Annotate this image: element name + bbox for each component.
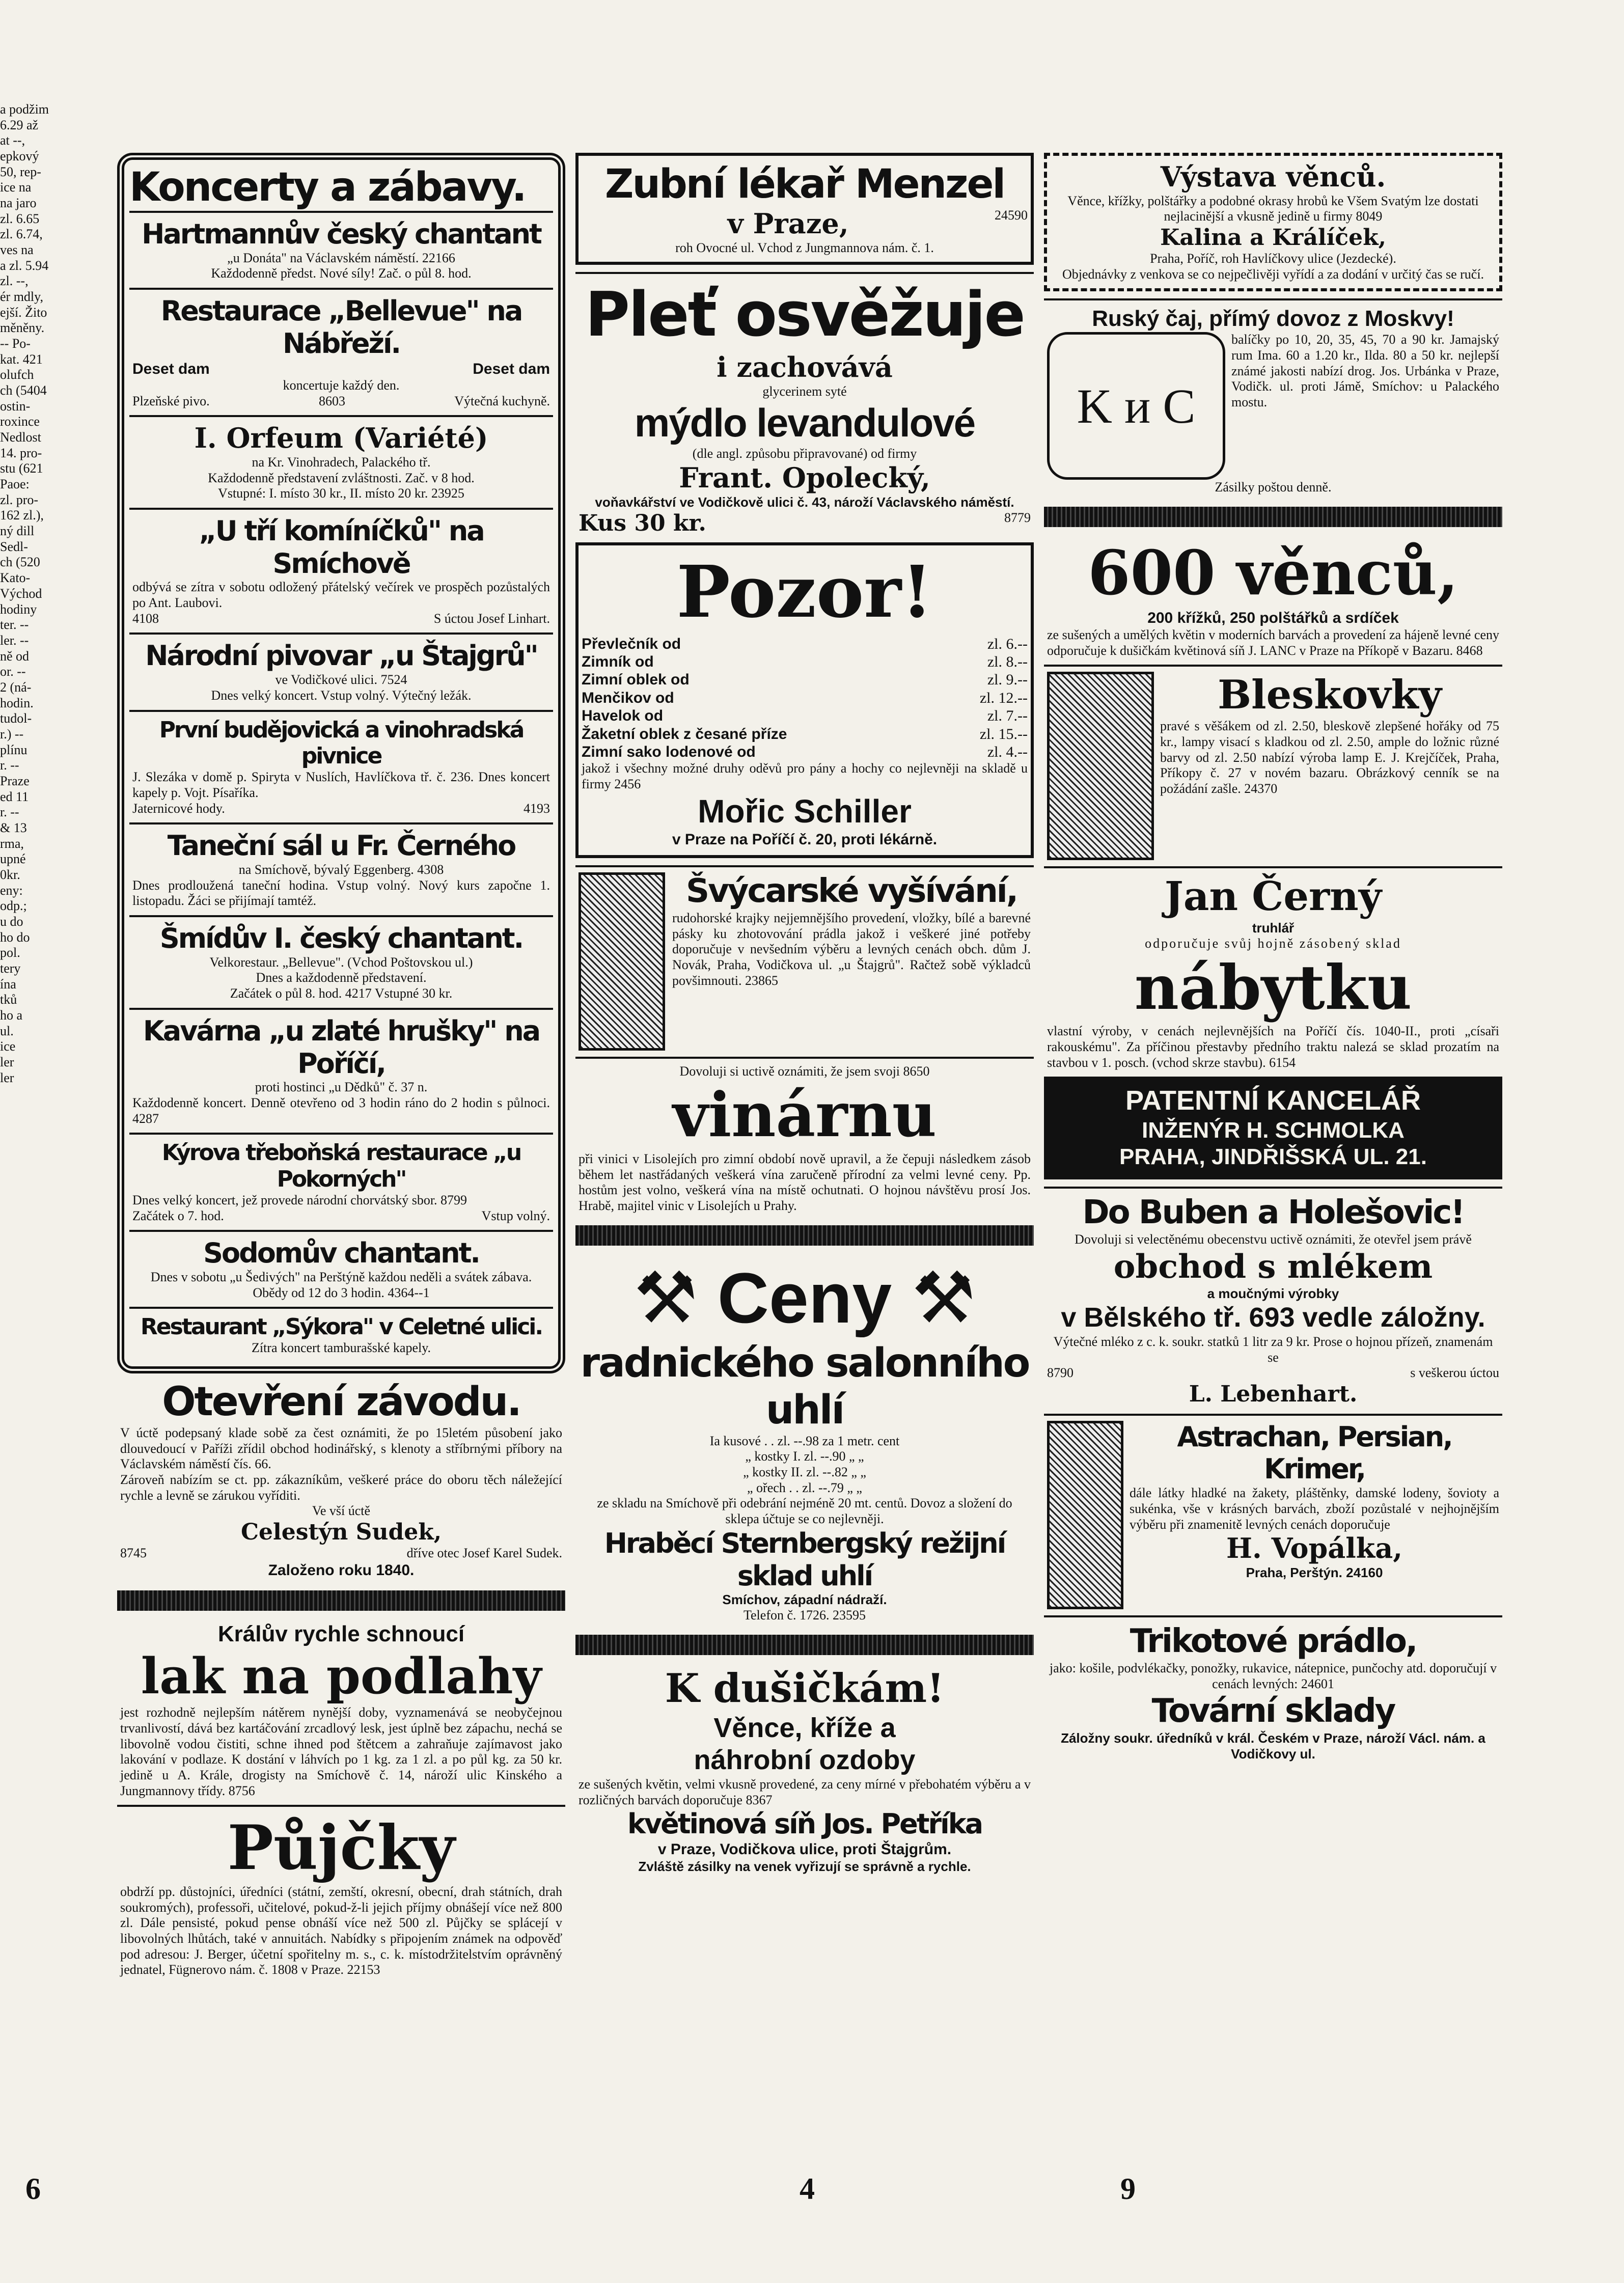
ad-line: Zvláště zásilky na venek vyřizují se správně a rychle.: [638, 1858, 971, 1874]
ad-line: Obědy od 12 do 3 hodin. 4364--1: [253, 1285, 430, 1300]
ad-line: [132, 360, 550, 378]
ad-firm: H. Vopálka,: [1226, 1532, 1403, 1565]
cropped-line: ter. --: [0, 617, 29, 632]
ad-title: K dušičkám!: [665, 1665, 945, 1712]
figure-illustration: [1047, 1421, 1123, 1609]
ad-firm: L. Lebenhart.: [1189, 1381, 1358, 1407]
cropped-line: r.) --: [0, 726, 24, 741]
cropped-line: ch (5404: [0, 383, 47, 398]
ad-line: Zítra koncert tamburašské kapely.: [251, 1340, 431, 1356]
ad-text: ze sušených a umělých květin v moderních barvách a provedení za hájeně levné ceny odporučuje k dušičkám květinová síň J. LANC v Praze na Příkopě v Bazaru. 8468: [1047, 627, 1499, 658]
price-value: zl. 8.--: [987, 653, 1028, 670]
cropped-line: pol.: [0, 945, 20, 960]
ad-firm: Hraběcí Sternbergský režijní sklad uhlí: [604, 1527, 1005, 1592]
price-item: Zimní sako lodenové od: [582, 743, 756, 760]
ad-text: vlastní výroby, v cenách nejlevnějších na Poříčí čís. 1040-II., proti „císaři rakouskému". Za příčinou přestavby předního traktu nalezá se sklad prozatím na stavbou v 1. posch. (vchod skrze stavbu). 6154: [1047, 1024, 1499, 1070]
ad-kavarna: [129, 1008, 553, 1133]
rule-bar: [117, 1590, 565, 1611]
ad-text: jakož i všechny možné druhy oděvů pro pány a hochy co nejlevněji na skladě u firmy 2456: [582, 761, 1028, 791]
ad-line: proti hostinci „u Dědků" č. 37 n.: [255, 1080, 428, 1095]
ad-line: v Praze na Poříčí č. 20, proti lékárně.: [672, 831, 938, 848]
ad-line: [120, 1546, 562, 1561]
ad-text: balíčky po 10, 20, 35, 45, 70 a 90 kr. Jamajský rum Ima. 60 a 1.20 kr., Ilda. 80 a 50 kr. nejlepší známé jakosti nabízí drog. Jos. Urbánka v Praze, Vodičk. ul. proti Jámě, Smíchov: u Palackého mostu.: [1231, 332, 1499, 409]
ad-line: glycerinem syté: [762, 383, 847, 399]
ad-line: odporučuje svůj hojně zásobený sklad: [1145, 936, 1401, 951]
cropped-line: tery: [0, 960, 21, 976]
cropped-line: rma,: [0, 836, 24, 851]
ad-body: [1047, 672, 1499, 860]
cropped-line: 50, rep-: [0, 164, 41, 179]
concerts-title: Koncerty a zábavy.: [129, 164, 526, 210]
cropped-line: Praze: [0, 773, 30, 788]
price-row: „ kostky I. zl. --.90 „ „: [745, 1449, 864, 1464]
logo-letters: K и C: [1077, 378, 1196, 433]
ad-dusickam: [575, 1660, 1034, 1881]
cropped-line: eny:: [0, 883, 23, 898]
cropped-line: ér mdly,: [0, 289, 43, 305]
ad-body: [1047, 1421, 1499, 1609]
ad-uhli: [575, 1251, 1034, 1630]
cropped-left-column: [0, 102, 92, 1086]
cropped-line: ed 11: [0, 789, 29, 804]
price-row: [582, 725, 1028, 743]
price-item: Zimní oblek od: [582, 671, 690, 689]
ad-subtitle: 200 křížků, 250 polštářků a srdíček: [1147, 610, 1399, 627]
ad-text: Začátek o 7. hod.: [132, 1208, 224, 1223]
ad-title: 600 věnců,: [1088, 537, 1458, 609]
cropped-line: epkový: [0, 149, 39, 164]
cropped-line: ho do: [0, 929, 30, 945]
ad-pujcky: [117, 1805, 565, 1984]
ad-title: Výstava věnců.: [1160, 160, 1386, 193]
ad-subtitle: i zachovává: [717, 351, 893, 384]
cropped-line: a podžim: [0, 102, 49, 117]
cropped-line: Nedlost: [0, 430, 41, 445]
page-mark-center: 4: [800, 2172, 815, 2206]
cropped-line: ul.: [0, 1023, 14, 1038]
ad-line: Dnes a každodenně představení.: [256, 970, 427, 985]
cropped-line: ostin-: [0, 398, 31, 414]
price-value: zl. 7.--: [987, 707, 1028, 725]
price-list: [579, 1434, 1031, 1496]
cropped-line: ler: [0, 1070, 14, 1085]
ad-title: lak na podlahy: [141, 1647, 542, 1705]
ad-budejovicka: [129, 710, 553, 823]
ad-title: Bleskovky: [1218, 672, 1442, 719]
ad-sykora: [129, 1307, 553, 1362]
ad-line: (dle angl. způsobu připravované) od firmy: [692, 446, 917, 461]
ad-title: nábytku: [1134, 951, 1412, 1024]
ad-title: obchod s mlékem: [1113, 1247, 1433, 1286]
ad-title: První budějovická a vinohradská pivnice: [159, 717, 524, 769]
ad-text: S úctou Josef Linhart.: [433, 611, 550, 626]
ad-text: 4193: [524, 801, 550, 816]
ad-title: Astrachan, Persian, Krimer,: [1177, 1420, 1452, 1486]
price-row: [582, 653, 1028, 671]
hammer-pick-icon: ⚒: [912, 1257, 976, 1338]
column-3: [1044, 153, 1502, 1768]
price-row: „ kostky II. zl. --.82 „ „: [743, 1465, 866, 1480]
ad-line: Smíchov, západní nádraží.: [722, 1592, 887, 1608]
price-value: zl. 6.--: [987, 635, 1028, 652]
cropped-line: Východ: [0, 586, 42, 601]
cropped-line: tudol-: [0, 711, 32, 726]
ad-line: Dnes velký koncert, jež provede národní chorvátský sbor. 8799: [132, 1193, 467, 1208]
cropped-line: Kato-: [0, 570, 31, 586]
ad-body: [579, 872, 1031, 1051]
ad-lak: [117, 1616, 565, 1805]
ad-title: „U tří komíníčků" na Smíchově: [199, 515, 484, 580]
ad-hartmann: [129, 211, 553, 288]
cropped-line: a zl. 5.94: [0, 258, 49, 273]
lamp-illustration: [1047, 672, 1154, 860]
ad-text: Vstup volný.: [481, 1208, 550, 1223]
ad-line: v Bělského tř. 693 vedle záložny.: [1061, 1302, 1485, 1333]
ad-vinarnu: [575, 1057, 1034, 1220]
cropped-line: upné: [0, 851, 26, 867]
ad-title: Šmídův I. český chantant.: [159, 922, 523, 955]
ad-line: Objednávky z venkova se co nejpečlivěji vyřídí a za dodání v určitý čas se ručí.: [1062, 266, 1484, 282]
ad-text: ze skladu na Smíchově při odebrání nejméně 20 mt. centů. Dovoz a složení do sklepa účtuje se co nejlevněji.: [597, 1496, 1012, 1527]
ad-subtitle: a moučnými výrobky: [1207, 1286, 1339, 1302]
rule-bar: [575, 1225, 1034, 1246]
ad-title: Tovární sklady: [1151, 1692, 1395, 1730]
ad-line: na Kr. Vinohradech, Palackého tř.: [252, 454, 431, 470]
price-row: [582, 743, 1028, 761]
price-value: zl. 4.--: [987, 743, 1028, 760]
ad-oteveni-zavodu: [117, 1373, 565, 1585]
ad-text: Deset dam: [132, 360, 210, 377]
ad-orfeum: [129, 415, 553, 508]
ad-text: ze sušených květin, velmi vkusně provedené, za ceny mírné v přebohatém výběru a v rozličných barvách doporučuje 8367: [579, 1777, 1031, 1807]
ad-text: obdrží pp. důstojníci, úředníci (státní, zemští, okresní, obecní, drah státních, drah soukromých), professoři, učitelové, pokud-ž-li jejich příjmy obnášejí více než 800 zl. Dále pensisté, pokud pense obnáší více než 500 zl. Půjčky se splácejí v libovolných lhůtách, také v annuitách. Nabídky s připojením známek na odpověď pod adresou: J. Berger, účetní spořitelny m. s., c. k. místodržitelstvím oprávněný jednatel, Fügnerovo nám. č. 1808 v Praze. 22153: [120, 1884, 562, 1977]
ad-sodomuv: [129, 1230, 553, 1307]
cropped-line: 6.29 až: [0, 117, 39, 132]
ad-title: Hartmannův český chantant: [142, 218, 541, 251]
ad-title: Restaurant „Sýkora" v Celetné ulici.: [140, 1314, 542, 1340]
ad-bleskovky: [1044, 665, 1502, 866]
price-item: Menčikov od: [582, 689, 674, 706]
ad-text: s veškerou úctou: [1410, 1365, 1499, 1381]
ad-text: V úctě podepsaný klade sobě za čest oznámiti, že po 15letém působení jako dlouvedoucí v Paříži zřídil obchod hodinářský, s klenoty a stříbrnými příbory na Václavském náměstí čís. 66.: [120, 1425, 562, 1472]
ad-line: Založeno roku 1840.: [268, 1561, 415, 1579]
ad-title: Taneční sál u Fr. Černého: [167, 830, 515, 862]
ad-subtitle: truhlář: [1252, 920, 1295, 936]
cropped-line: roxince: [0, 414, 40, 429]
ad-line: Dnes velký koncert. Vstup volný. Výtečný ležák.: [211, 687, 472, 703]
cropped-line: kat. 421: [0, 351, 43, 367]
ad-body: [1047, 332, 1499, 480]
price-row: [582, 689, 1028, 707]
cropped-line: at --,: [0, 133, 25, 148]
ad-line: PRAHA, JINDŘIŠSKÁ UL. 21.: [1119, 1144, 1427, 1169]
ad-text: Jaternicové hody.: [132, 801, 225, 816]
ad-cerneho: [129, 822, 553, 915]
page-mark-left: 6: [25, 2172, 41, 2206]
price-list: [582, 635, 1028, 761]
ad-600-vencu: [1044, 532, 1502, 665]
ad-title: Restaurace „Bellevue" na Nábřeží.: [160, 295, 522, 360]
cropped-line: hodin.: [0, 695, 34, 710]
ad-line: Velkorestaur. „Bellevue". (Vchod Poštovskou ul.): [209, 954, 473, 970]
ad-text: Výtečná kuchyně.: [454, 393, 550, 408]
ad-stajgru: [129, 632, 553, 709]
ad-line: INŽENÝR H. SCHMOLKA: [1142, 1117, 1405, 1143]
ad-title-row: [579, 1256, 1031, 1340]
ad-body-text: [1160, 672, 1499, 860]
cropped-line: u do: [0, 914, 23, 929]
cropped-line: ný dill: [0, 524, 35, 539]
ad-text: Plzeňské pivo.: [132, 393, 210, 408]
cropped-line: r. --: [0, 805, 19, 820]
ad-title: Sodomův chantant.: [203, 1237, 479, 1270]
ad-title: mýdlo levandulové: [634, 400, 975, 446]
ad-text: jest rozhodně nejlepším nátěrem nynější doby, vyznamenává se neobyčejnou trvanlivostí, dává bez kartáčování zrcadlový lesk, jest úplně bez zápachu, nechá se libovolně vodou čistiti, schne ihned pod štětcem a zahraňuje zajímavost jako lakování v podlaze. K dostání v láhvích po 1 kg. za 1 zl. a po půl kg. za 50 kr. jedině u A. Krále, drogisty na Smíchově č. 14, nároží ulic Kinského a Jungmannovy třídy. 8756: [120, 1705, 562, 1798]
ad-line: J. Slezáka v domě p. Spiryta v Nuslích, Havlíčkova tř. č. 236. Dnes koncert kapely p. Vojt. Písaříka.: [132, 769, 550, 800]
page-mark-right: 9: [1120, 2172, 1136, 2206]
ad-text: dříve otec Josef Karel Sudek.: [406, 1546, 562, 1561]
cropped-line: ves na: [0, 242, 34, 258]
ad-line: roh Ovocné ul. Vchod z Jungmannova nám. č. 1.: [675, 240, 934, 255]
ad-text: pravé s věšákem od zl. 2.50, bleskově zlepšené hořáky od 75 kr., lampy visací s kladkou od zl. 2.50, ample do ložnic různé barvy od zl. 2.50 nabízí výroba lamp E. J. Krejčíček, Praha, Příkopy č. 27 v novém bazaru. Obrázkový cenník se na požádání zašle. 24370: [1160, 719, 1499, 796]
cropped-line: zl. 6.74,: [0, 227, 43, 242]
ad-line: Dovoluji si uctivě oznámiti, že jsem svoji 8650: [679, 1063, 930, 1079]
cropped-line: ně od: [0, 648, 30, 664]
ad-text: jako: košile, podvlékačky, ponožky, rukavice, nátepnice, punčochy atd. doporučují v cenách levných: 24601: [1049, 1661, 1497, 1691]
ad-title: Jan Černý: [1164, 873, 1382, 920]
cropped-line: zl. 6.65: [0, 211, 40, 226]
ad-line: Dnes v sobotu „u Šedivých" na Perštýně každou neděli a svátek zábava.: [150, 1270, 532, 1285]
cropped-line: stu (621: [0, 461, 43, 476]
ad-rusky-caj: [1044, 298, 1502, 502]
ad-price: Kus 30 kr.: [579, 510, 706, 536]
ad-line: „u Donáta" na Václavském náměstí. 22166: [227, 250, 455, 265]
ad-line: ve Vodičkové ulici. 7524: [275, 672, 407, 687]
cropped-line: zl. --,: [0, 273, 29, 289]
ad-text: Dovoluji si velectěnému obecenstvu uctivě oznámiti, že otevřel jsem právě: [1075, 1232, 1472, 1247]
price-item: Havelok od: [582, 707, 664, 725]
ad-title: Ruský čaj, přímý dovoz z Moskvy!: [1092, 306, 1454, 332]
ad-line: Telefon č. 1726. 23595: [743, 1607, 866, 1622]
ad-line: Začátek o půl 8. hod. 4217 Vstupné 30 kr.: [230, 986, 453, 1001]
price-value: zl. 9.--: [987, 671, 1028, 689]
ad-line: Zásilky poštou denně.: [1215, 480, 1332, 495]
ad-line: Praha, Poříč, roh Havlíčkovy ulice (Jezdecké).: [1150, 251, 1396, 266]
cropped-line: ler. --: [0, 632, 29, 648]
cropped-line: odp.;: [0, 898, 27, 914]
price-row: Ia kusové . . zl. --.98 za 1 metr. cent: [709, 1433, 900, 1448]
ad-title: Zubní lékař Menzel: [604, 161, 1005, 207]
cropped-line: Sedl-: [0, 539, 28, 554]
price-value: zl. 15.--: [979, 725, 1028, 742]
ad-title: Trikotové prádlo,: [1130, 1622, 1417, 1660]
ad-number: 24590: [994, 208, 1028, 223]
ad-astrachan: [1044, 1414, 1502, 1615]
ad-line: Vstupné: I. místo 30 kr., II. místo 20 kr. 23925: [218, 486, 464, 501]
cropped-line: plínu: [0, 742, 27, 757]
ad-mydlo: [575, 272, 1034, 542]
ad-subtitle: v Praze,: [727, 207, 849, 240]
ad-jan-cerny: [1044, 866, 1502, 1077]
ad-text: Deset dam: [473, 360, 550, 377]
ad-text: 8745: [120, 1546, 147, 1561]
price-row: „ ořech . . zl. --.79 „ „: [747, 1480, 862, 1495]
ad-subtitle: náhrobní ozdoby: [694, 1745, 916, 1776]
ad-title: I. Orfeum (Variété): [194, 422, 488, 455]
ad-subtitle: Králův rychle schnoucí: [217, 1621, 465, 1647]
ad-body-text: [672, 872, 1031, 1051]
price-item: Převlečník od: [582, 635, 681, 652]
ad-text: dále látky hladké na žakety, pláštěnky, damské lodeny, šovioty a sukénka, vše v krásných barvách, zboží pozůstalé v nejhojnějším výběru při znamenitě levných cenách doporučuje: [1130, 1486, 1499, 1532]
cropped-line: 0kr.: [0, 867, 20, 882]
ad-line: Každodenně představení zvláštnosti. Zač. v 8 hod.: [208, 470, 475, 485]
ad-trikotove: [1044, 1615, 1502, 1768]
ad-line: [132, 611, 550, 627]
ad-line: Každodenně koncert. Denně otevřeno od 3 hodin ráno do 2 hodin s půlnoci. 4287: [132, 1095, 550, 1126]
price-row: [582, 707, 1028, 725]
ad-firm: Frant. Opolecký,: [679, 461, 930, 494]
ad-text: při vinici v Lisolejích pro zimní období nově upravil, a že čepuji následkem zásob během let nastřádaných veškerá vína zaručeně přírodní za velmi levné ceny. Pp. hostům jest volno, veškerá vína na místě ochutnati. O hojnou návštěvu prosí Jos. Hrabě, majitel vinic v Lisolejích u Prahy.: [579, 1151, 1031, 1213]
cropped-line: 2 (ná-: [0, 679, 32, 695]
ad-title: vinárnu: [672, 1079, 937, 1151]
ad-line: [132, 394, 550, 409]
cropped-line: ejší. Žito: [0, 305, 47, 320]
ad-line: odbývá se zítra v sobotu odložený přátelský večírek ve prospěch pozůstalých po Ant. Laubovi.: [132, 580, 550, 611]
ad-vysivani: [575, 865, 1034, 1057]
price-item: Zimník od: [582, 653, 654, 670]
ad-patent: [1044, 1077, 1502, 1179]
ad-line: Ve vší úctě: [312, 1503, 371, 1519]
cropped-line: 14. pro-: [0, 445, 42, 460]
cropped-line: or. --: [0, 664, 26, 679]
ad-firm: květinová síň Jos. Petříka: [627, 1808, 982, 1840]
cropped-line: Paoe:: [0, 477, 30, 492]
cropped-line: ína: [0, 976, 16, 992]
ad-line: [579, 510, 1031, 537]
ad-line: na Smíchově, bývalý Eggenberg. 4308: [238, 862, 444, 877]
ad-line: [582, 208, 1028, 240]
cropped-line: ho a: [0, 1007, 23, 1023]
ad-bellevue: [129, 288, 553, 415]
ad-title: Národní pivovar „u Štajgrů": [145, 640, 537, 672]
column-1: [117, 153, 565, 1984]
ad-body-text: [1130, 1421, 1499, 1609]
price-row: [582, 671, 1028, 689]
ad-title: Kýrova třeboňská restaurace „u Pokorných": [161, 1140, 521, 1193]
cropped-line: tků: [0, 992, 17, 1007]
ad-text: Věnce, křížky, polštářky a podobné okrasy hrobů ke Všem Svatým lze dostati nejlacinější a vkusně jedině u firmy 8049: [1067, 193, 1479, 224]
ad-line: voňavkářství ve Vodičkově ulici č. 43, nároží Václavského náměstí.: [595, 494, 1014, 510]
cropped-line: & 13: [0, 820, 27, 835]
ad-title: Ceny: [717, 1257, 892, 1338]
cropped-line: r. --: [0, 758, 19, 773]
kc-seal-logo: [1047, 332, 1225, 480]
ad-title: Otevření závodu.: [162, 1379, 520, 1425]
ad-title: Půjčky: [227, 1812, 455, 1884]
ad-line: v Praze, Vodičkova ulice, proti Štajgrům.: [657, 1841, 952, 1858]
cropped-line: -- Po-: [0, 336, 31, 351]
ad-kominicku: [129, 508, 553, 632]
ad-title: Pleť osvěžuje: [585, 280, 1024, 351]
cropped-line: ice: [0, 1039, 16, 1054]
ad-line: [1047, 1365, 1499, 1381]
ad-line: Praha, Perštýn. 24160: [1246, 1564, 1383, 1580]
ad-title: Do Buben a Holešovic!: [1082, 1193, 1464, 1231]
ad-line: PATENTNÍ KANCELÁŘ: [1125, 1085, 1421, 1116]
dress-illustration: [579, 872, 665, 1051]
ad-line: Dnes prodloužená taneční hodina. Vstup volný. Nový kurs započne 1. listopadu. Žáci se přijímají tamtéž.: [132, 877, 550, 909]
ad-line: [132, 801, 550, 817]
cropped-line: ch (520: [0, 555, 40, 570]
ad-pozor: [575, 542, 1034, 858]
cropped-line: ice na: [0, 180, 32, 195]
cropped-line: na jaro: [0, 196, 37, 211]
ad-subtitle: radnického salonního uhlí: [580, 1340, 1029, 1433]
ad-title: Kavárna „u zlaté hrušky" na Poříčí,: [143, 1014, 540, 1080]
ad-text: Záložny soukr. úředníků v král. Českém v Praze, nároží Václ. nám. a Vodičkovy ul.: [1061, 1730, 1485, 1762]
rule-bar: [1044, 507, 1502, 527]
cropped-line: hodiny: [0, 601, 37, 617]
ad-mleko: [1044, 1187, 1502, 1414]
price-item: Žaketní oblek z česané příze: [582, 725, 787, 742]
ad-menzel: [575, 153, 1034, 265]
cropped-line: 162 zl.),: [0, 508, 44, 523]
ad-firm: Kalina a Králíček,: [1160, 225, 1386, 251]
cropped-line: měněny.: [0, 320, 45, 336]
ad-text: 8790: [1047, 1365, 1074, 1381]
hammer-pick-icon: ⚒: [634, 1257, 698, 1338]
ad-line: koncertuje každý den.: [283, 377, 400, 393]
ad-kyrova: [129, 1133, 553, 1230]
ad-text: 8603: [318, 393, 345, 408]
ad-number: 8779: [1004, 510, 1031, 525]
ad-vystava-vencu: [1044, 153, 1502, 291]
column-2: [575, 153, 1034, 1880]
ad-text: Výtečné mléko z c. k. soukr. statků 1 litr za 9 kr. Prose o hojnou přízeň, znamenám se: [1053, 1334, 1493, 1365]
ad-text: Zároveň nabízím se ct. pp. zákazníkům, veškeré práce do oboru těch náležející rychle a levně se zárukou vyříditi.: [120, 1472, 562, 1503]
price-value: zl. 12.--: [979, 689, 1028, 706]
ad-firm: Mořic Schiller: [698, 792, 912, 830]
price-row: [582, 635, 1028, 653]
ad-smiduv: [129, 915, 553, 1008]
cropped-line: ler: [0, 1054, 14, 1069]
ad-signature: Celestýn Sudek,: [240, 1519, 442, 1546]
ad-line: [132, 1208, 550, 1224]
ad-line: Každodenně předst. Nové síly! Zač. o půl 8. hod.: [211, 266, 472, 281]
ad-text: 4108: [132, 611, 159, 626]
ad-subtitle: Věnce, kříže a: [713, 1712, 896, 1743]
cropped-line: olufch: [0, 367, 34, 382]
cropped-line: zl. pro-: [0, 492, 39, 507]
ad-text: rudohorské krajky nejjemnějšího provedení, vložky, bílé a barevné pásky ku zhotovování prádla jakož i veškeré jiné potřeby doporučuje v nevšedním výběru a levných cenách obch. dům J. Novák, Praha, Vodičkova ul. „u Štajgrů". Račtež sobě výkladců povšimnouti. 23865: [672, 911, 1031, 988]
ad-title: Švýcarské vyšívání,: [685, 872, 1017, 910]
concerts-frame: [117, 153, 565, 1373]
rule-bar: [575, 1635, 1034, 1655]
ad-title: Pozor!: [676, 551, 933, 635]
